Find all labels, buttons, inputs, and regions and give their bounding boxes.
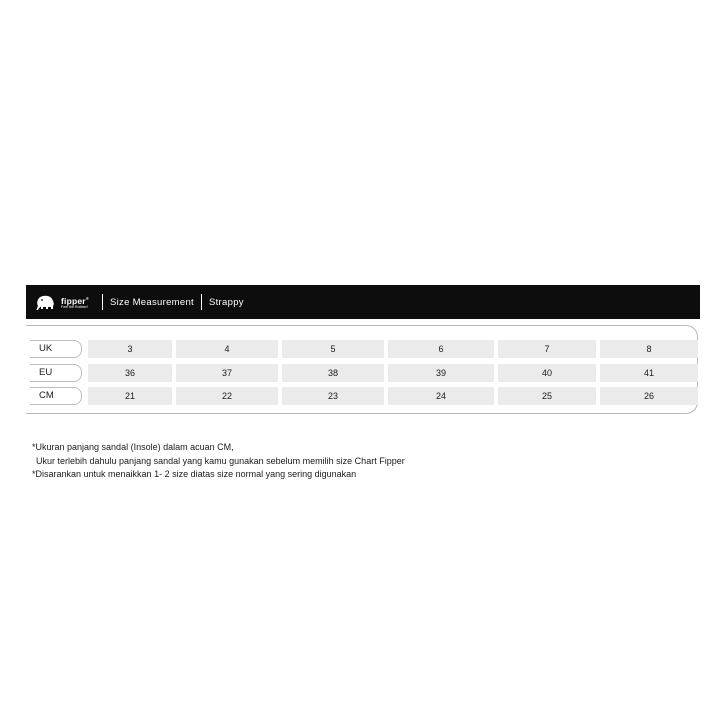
size-row-uk — [30, 340, 698, 358]
note-recommendation: *Disarankan untuk menaikkan 1- 2 size diatas size normal yang sering digunakan — [32, 469, 357, 479]
size-cell: 5 — [282, 340, 384, 358]
size-cell: 25 — [498, 387, 596, 405]
row-label: EU — [30, 364, 82, 382]
size-cell: 6 — [388, 340, 494, 358]
size-cell: 26 — [600, 387, 698, 405]
notes — [32, 441, 405, 482]
trademark-mark: ® — [85, 295, 89, 301]
size-cell: 38 — [282, 364, 384, 382]
size-cell: 39 — [388, 364, 494, 382]
size-cell: 36 — [88, 364, 172, 382]
brand-tagline: Feel the Rubber! — [61, 305, 88, 310]
separator — [201, 294, 202, 310]
brand-logo — [34, 293, 89, 311]
header-banner — [26, 285, 700, 319]
size-row-cm — [30, 387, 698, 405]
size-cell: 24 — [388, 387, 494, 405]
banner-title: Size Measurement — [109, 296, 194, 308]
note-insole: *Ukuran panjang sandal (Insole) dalam acuan CM, — [32, 442, 234, 452]
elephant-icon — [34, 293, 56, 311]
banner-category: Strappy — [208, 296, 244, 308]
brand-name: fipper — [61, 295, 86, 306]
size-cell: 41 — [600, 364, 698, 382]
size-cell: 23 — [282, 387, 384, 405]
separator — [102, 294, 103, 310]
size-cell: 3 — [88, 340, 172, 358]
size-cell: 22 — [176, 387, 278, 405]
size-cell: 8 — [600, 340, 698, 358]
size-cell: 4 — [176, 340, 278, 358]
size-row-eu — [30, 364, 698, 382]
note-measure: Ukur terlebih dahulu panjang sandal yang kamu gunakan sebelum memilih size Chart Fipper — [36, 455, 405, 466]
size-cell: 40 — [498, 364, 596, 382]
size-cell: 37 — [176, 364, 278, 382]
row-label: UK — [30, 340, 82, 358]
size-cell: 21 — [88, 387, 172, 405]
size-cell: 7 — [498, 340, 596, 358]
row-label: CM — [30, 387, 82, 405]
